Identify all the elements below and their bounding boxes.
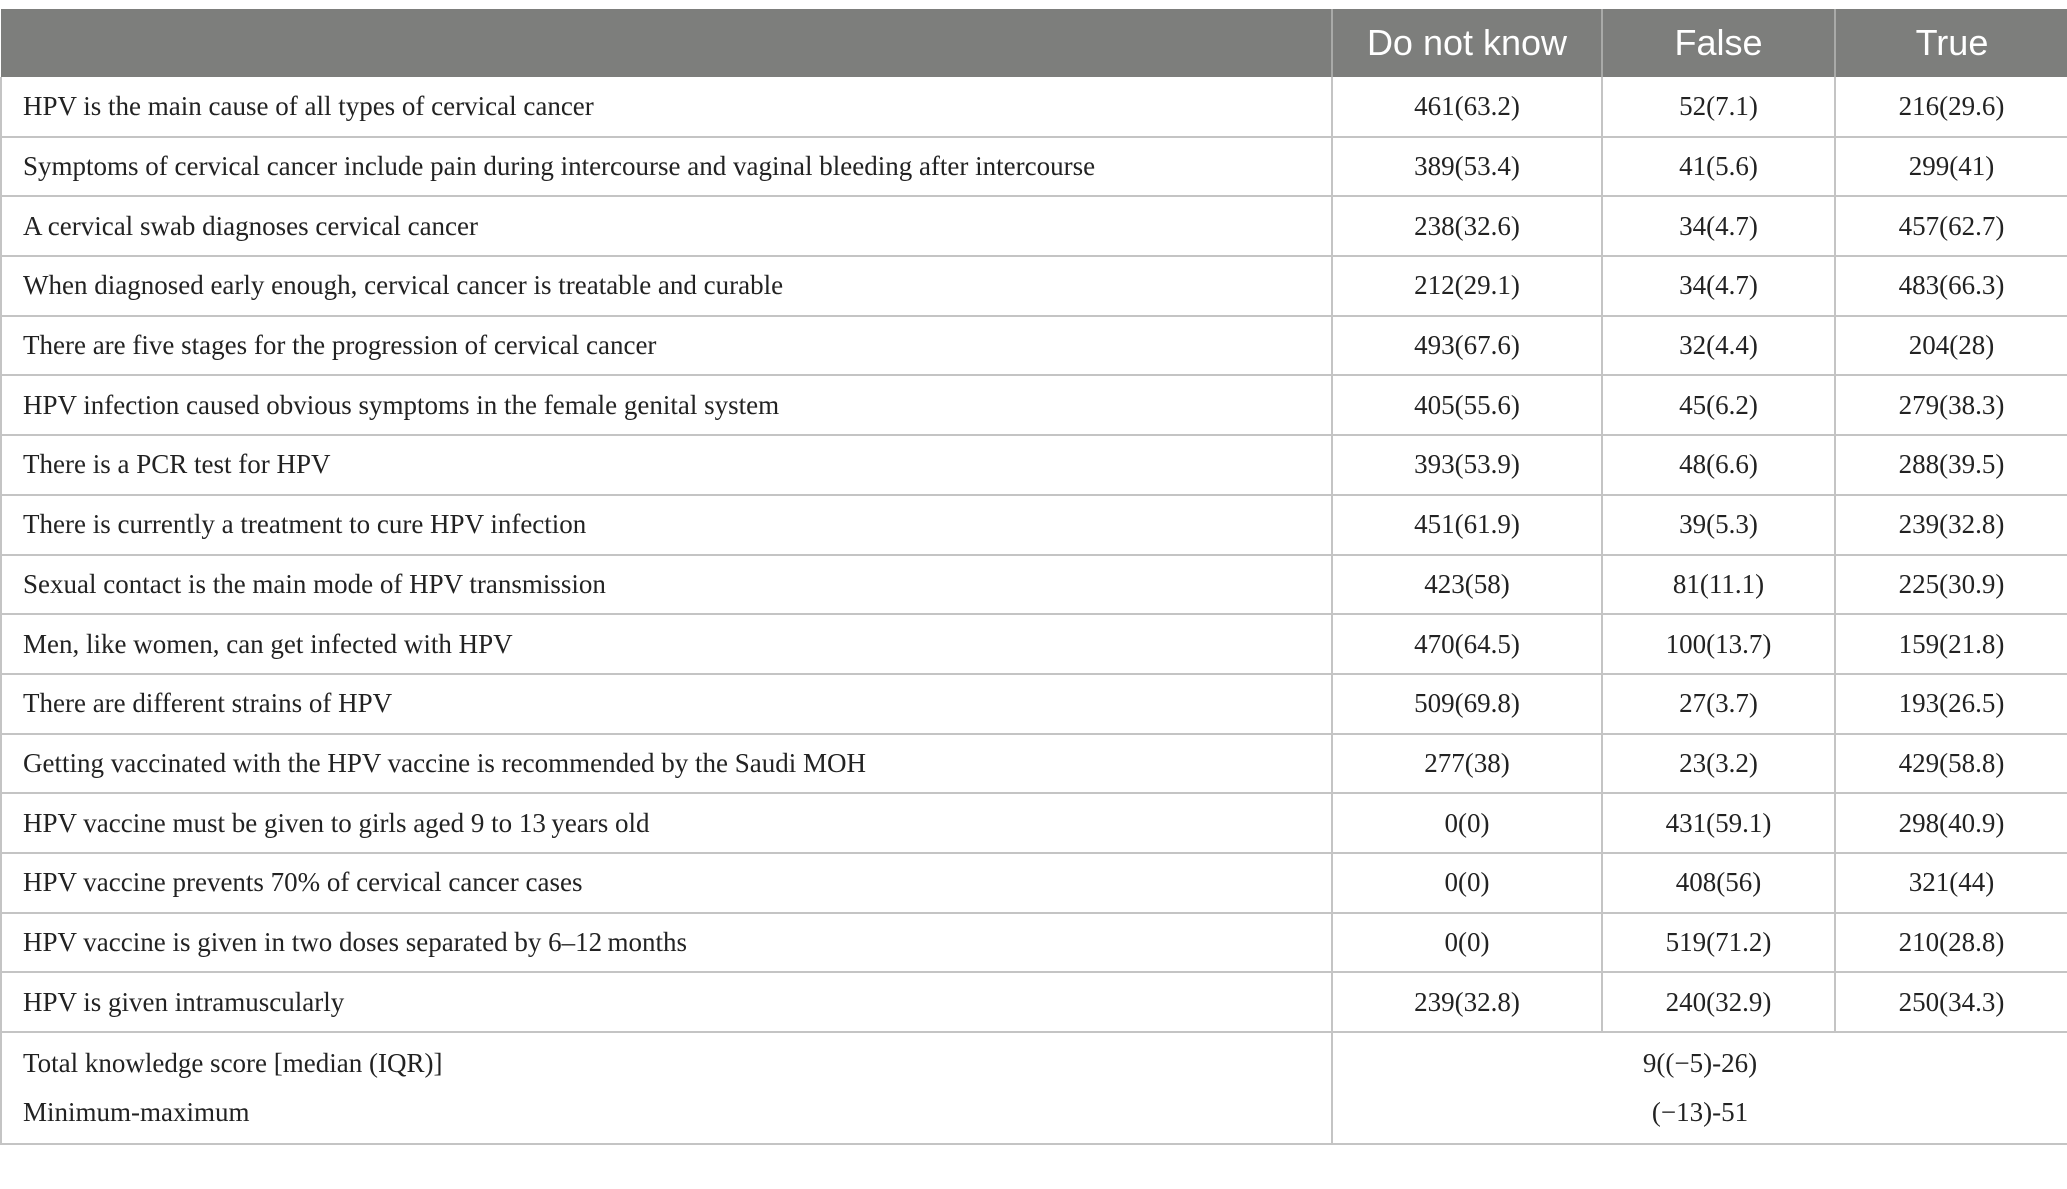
header-statement: [1, 9, 1332, 77]
table-row: [1, 793, 2067, 853]
table-row: [1, 674, 2067, 734]
statement-cell: There are five stages for the progression of cervical cancer: [1, 316, 1332, 376]
false-cell: 41(5.6): [1602, 137, 1835, 197]
statement-cell: HPV infection caused obvious symptoms in the female genital system: [1, 375, 1332, 435]
table-row: [1, 853, 2067, 913]
statement-cell: Sexual contact is the main mode of HPV transmission: [1, 555, 1332, 615]
statement-cell: HPV is the main cause of all types of cervical cancer: [1, 77, 1332, 137]
true-cell: 457(62.7): [1835, 196, 2067, 256]
false-cell: 408(56): [1602, 853, 1835, 913]
false-cell: 100(13.7): [1602, 614, 1835, 674]
true-cell: 239(32.8): [1835, 495, 2067, 555]
true-cell: 299(41): [1835, 137, 2067, 197]
do-not-know-cell: 238(32.6): [1332, 196, 1602, 256]
true-cell: 216(29.6): [1835, 77, 2067, 137]
false-cell: 519(71.2): [1602, 913, 1835, 973]
do-not-know-cell: 423(58): [1332, 555, 1602, 615]
table-row: [1, 495, 2067, 555]
false-cell: 52(7.1): [1602, 77, 1835, 137]
table-row: [1, 77, 2067, 137]
do-not-know-cell: 451(61.9): [1332, 495, 1602, 555]
true-cell: 250(34.3): [1835, 972, 2067, 1032]
table-row: [1, 555, 2067, 615]
do-not-know-cell: 277(38): [1332, 734, 1602, 794]
table-row: [1, 435, 2067, 495]
do-not-know-cell: 509(69.8): [1332, 674, 1602, 734]
statement-cell: A cervical swab diagnoses cervical cancer: [1, 196, 1332, 256]
table-header: [1, 9, 2067, 77]
statement-cell: HPV vaccine must be given to girls aged 9 to 13 years old: [1, 793, 1332, 853]
summary-value-cell: [1332, 1032, 2067, 1144]
false-cell: 34(4.7): [1602, 256, 1835, 316]
total-score-label: Total knowledge score [median (IQR)]: [23, 1048, 443, 1078]
do-not-know-cell: 470(64.5): [1332, 614, 1602, 674]
true-cell: 483(66.3): [1835, 256, 2067, 316]
table-row: [1, 375, 2067, 435]
do-not-know-cell: 0(0): [1332, 793, 1602, 853]
statement-cell: There are different strains of HPV: [1, 674, 1332, 734]
false-cell: 27(3.7): [1602, 674, 1835, 734]
true-cell: 210(28.8): [1835, 913, 2067, 973]
table-row: [1, 316, 2067, 376]
table-body: [1, 77, 2067, 1144]
do-not-know-cell: 493(67.6): [1332, 316, 1602, 376]
knowledge-table-container: [0, 9, 2067, 1145]
min-max-value: (−13)-51: [1651, 1097, 1749, 1127]
true-cell: 204(28): [1835, 316, 2067, 376]
false-cell: 32(4.4): [1602, 316, 1835, 376]
summary-label-cell: [1, 1032, 1332, 1144]
false-cell: 39(5.3): [1602, 495, 1835, 555]
do-not-know-cell: 405(55.6): [1332, 375, 1602, 435]
do-not-know-cell: 461(63.2): [1332, 77, 1602, 137]
true-cell: 321(44): [1835, 853, 2067, 913]
true-cell: 159(21.8): [1835, 614, 2067, 674]
false-cell: 23(3.2): [1602, 734, 1835, 794]
false-cell: 48(6.6): [1602, 435, 1835, 495]
false-cell: 34(4.7): [1602, 196, 1835, 256]
do-not-know-cell: 389(53.4): [1332, 137, 1602, 197]
false-cell: 81(11.1): [1602, 555, 1835, 615]
statement-cell: Getting vaccinated with the HPV vaccine is recommended by the Saudi MOH: [1, 734, 1332, 794]
do-not-know-cell: 0(0): [1332, 913, 1602, 973]
table-row: [1, 614, 2067, 674]
statement-cell: HPV vaccine is given in two doses separated by 6–12 months: [1, 913, 1332, 973]
min-max-label: Minimum-maximum: [23, 1097, 250, 1127]
false-cell: 240(32.9): [1602, 972, 1835, 1032]
statement-cell: There is currently a treatment to cure HPV infection: [1, 495, 1332, 555]
table-row: [1, 137, 2067, 197]
statement-cell: HPV vaccine prevents 70% of cervical cancer cases: [1, 853, 1332, 913]
statement-cell: There is a PCR test for HPV: [1, 435, 1332, 495]
knowledge-table: [0, 9, 2067, 1145]
statement-cell: Men, like women, can get infected with HPV: [1, 614, 1332, 674]
false-cell: 431(59.1): [1602, 793, 1835, 853]
table-row: [1, 972, 2067, 1032]
header-true: True: [1835, 9, 2067, 77]
true-cell: 225(30.9): [1835, 555, 2067, 615]
true-cell: 298(40.9): [1835, 793, 2067, 853]
statement-cell: HPV is given intramuscularly: [1, 972, 1332, 1032]
do-not-know-cell: 212(29.1): [1332, 256, 1602, 316]
true-cell: 193(26.5): [1835, 674, 2067, 734]
header-do-not-know: Do not know: [1332, 9, 1602, 77]
do-not-know-cell: 239(32.8): [1332, 972, 1602, 1032]
table-row: [1, 256, 2067, 316]
statement-cell: When diagnosed early enough, cervical cancer is treatable and curable: [1, 256, 1332, 316]
table-row: [1, 196, 2067, 256]
statement-cell: Symptoms of cervical cancer include pain during intercourse and vaginal bleeding after intercourse: [1, 137, 1332, 197]
true-cell: 288(39.5): [1835, 435, 2067, 495]
true-cell: 279(38.3): [1835, 375, 2067, 435]
header-row: [1, 9, 2067, 77]
table-row: [1, 913, 2067, 973]
do-not-know-cell: 393(53.9): [1332, 435, 1602, 495]
total-score-value: 9((−5)-26): [1642, 1048, 1758, 1078]
true-cell: 429(58.8): [1835, 734, 2067, 794]
table-row: [1, 734, 2067, 794]
header-false: False: [1602, 9, 1835, 77]
false-cell: 45(6.2): [1602, 375, 1835, 435]
do-not-know-cell: 0(0): [1332, 853, 1602, 913]
summary-row: [1, 1032, 2067, 1144]
